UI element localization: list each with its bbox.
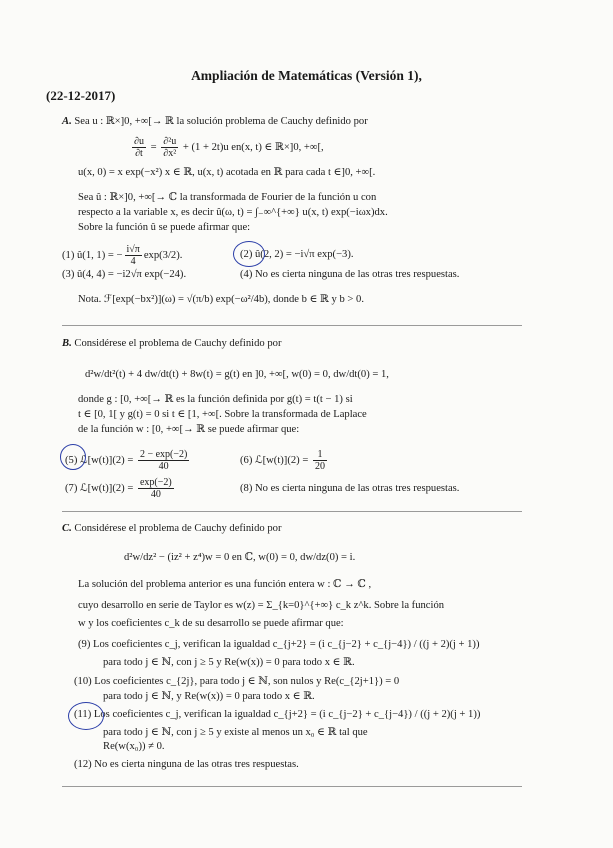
option-12: (12) No es cierta ninguna de las otras tres respuestas. <box>74 759 299 770</box>
pde-rhs <box>161 136 178 159</box>
exam-title: Ampliación de Matemáticas (Versión 1), <box>191 68 422 83</box>
section-b-l3: de la función w : [0, +∞[→ ℝ se puede afirmar que: <box>78 424 300 435</box>
option-1-frac-den: 4 <box>130 256 136 267</box>
section-a-pde <box>130 136 324 159</box>
option-1-frac-num: i√π <box>126 244 140 255</box>
option-1-text: (1) û(1, 1) = − <box>62 249 123 261</box>
option-9-a: (9) Los coeficientes c_j, verifican la igualdad c_{j+2} = (i c_{j−2} + c_{j−4}) / ((j + 2)(j + 1)) <box>78 639 480 650</box>
pde-lhs-num: ∂u <box>134 136 144 147</box>
option-1 <box>62 244 182 267</box>
section-c-l1: La solución del problema anterior es una función entera w : ℂ → ℂ , <box>78 579 372 590</box>
section-a-para-l1: Sea û : ℝ×]0, +∞[→ ℂ la transformada de Fourier de la función u con <box>78 192 377 203</box>
pde-rhs-num: ∂²u <box>163 136 177 147</box>
option-6-frac <box>313 449 327 472</box>
section-c-l3: w y los coeficientes c_k de su desarrollo se puede afirmar que: <box>78 618 344 629</box>
answer-circle-11 <box>68 702 104 730</box>
section-a-intro-text: Sea u : ℝ×]0, +∞[→ ℝ la solución problema de Cauchy definido por <box>74 116 368 127</box>
option-10-b: para todo j ∈ ℕ, y Re(w(x)) = 0 para todo x ∈ ℝ. <box>103 691 315 702</box>
section-a-para-l3: Sobre la función û se puede afirmar que: <box>78 222 251 233</box>
option-3: (3) û(4, 4) = −i2√π exp(−24). <box>62 269 187 280</box>
divider-1 <box>62 325 522 326</box>
pde-lhs <box>132 136 146 159</box>
pde-tail: + (1 + 2t)u en(x, t) ∈ ℝ×]0, +∞[, <box>182 141 324 153</box>
section-b-label: B. <box>62 338 72 349</box>
option-5-pre: (5) ℒ[w(t)](2) = <box>65 454 134 466</box>
option-1-frac <box>125 244 142 267</box>
answer-circle-2 <box>233 241 265 267</box>
section-c-intro-text: Considérese el problema de Cauchy definido por <box>74 523 282 534</box>
exam-date: (22-12-2017) <box>46 88 116 103</box>
option-6-pre: (6) ℒ[w(t)](2) = <box>240 454 309 466</box>
option-1-tail: exp(3/2). <box>143 249 183 261</box>
pde-rhs-den: ∂x² <box>163 148 177 159</box>
option-8: (8) No es cierta ninguna de las otras tres respuestas. <box>240 483 460 494</box>
section-c-intro <box>62 522 281 535</box>
divider-2 <box>62 511 522 512</box>
option-5-frac <box>138 449 189 472</box>
section-b-intro <box>62 337 281 350</box>
option-4: (4) No es cierta ninguna de las otras tres respuestas. <box>240 269 460 280</box>
option-9-b: para todo j ∈ ℕ, con j ≥ 5 y Re(w(x)) = 0 para todo x ∈ ℝ. <box>103 657 355 668</box>
option-10-a: (10) Los coeficientes c_{2j}, para todo j ∈ ℕ, son nulos y Re(c_{2j+1}) = 0 <box>74 676 400 687</box>
section-a-intro <box>62 115 368 128</box>
option-7-frac <box>138 477 174 500</box>
section-c-ode: d²w/dz² − (iz² + z⁴)w = 0 en ℂ, w(0) = 0, dw/dz(0) = i. <box>124 552 356 563</box>
option-11-a: (11) Los coeficientes c_j, verifican la igualdad c_{j+2} = (i c_{j−2} + c_{j−4}) / ((j + 2)(j + 1)) <box>74 709 481 720</box>
section-c-l2: cuyo desarrollo en serie de Taylor es w(z) = Σ_{k=0}^{+∞} c_k z^k. Sobre la función <box>78 600 445 611</box>
section-a-label: A. <box>62 116 72 127</box>
section-b-intro-text: Considérese el problema de Cauchy definido por <box>74 338 282 349</box>
option-6-den: 20 <box>314 461 325 472</box>
option-5-num: 2 − exp(−2) <box>139 449 188 460</box>
option-7-pre: (7) ℒ[w(t)](2) = <box>65 482 134 494</box>
option-6-num: 1 <box>313 449 327 461</box>
pde-eq: = <box>150 141 157 153</box>
section-a-initial: u(x, 0) = x exp(−x²) x ∈ ℝ, u(x, t) acotada en ℝ para cada t ∈]0, +∞[. <box>78 167 376 178</box>
option-7-num: exp(−2) <box>139 477 172 488</box>
section-a-nota: Nota. ℱ[exp(−bx²)](ω) = √(π/b) exp(−ω²/4b), donde b ∈ ℝ y b > 0. <box>78 294 364 305</box>
section-b-ode: d²w/dt²(t) + 4 dw/dt(t) + 8w(t) = g(t) en ]0, +∞[, w(0) = 0, dw/dt(0) = 1, <box>85 369 389 380</box>
pde-lhs-den: ∂t <box>135 148 143 159</box>
option-7-den: 40 <box>150 489 161 500</box>
section-b-l1: donde g : [0, +∞[→ ℝ es la función definida por g(t) = t(t − 1) si <box>78 394 353 405</box>
section-a-para-l2: respecto a la variable x, es decir û(ω, t) = ∫₋∞^{+∞} u(x, t) exp(−iωx)dx. <box>78 207 388 218</box>
option-5-den: 40 <box>158 461 169 472</box>
option-7 <box>65 477 176 500</box>
option-11-b: para todo j ∈ ℕ, con j ≥ 5 y existe al menos un x₀ ∈ ℝ tal que <box>103 727 368 738</box>
answer-circle-5 <box>60 444 86 470</box>
option-6 <box>240 449 329 472</box>
section-b-l2: t ∈ [0, 1[ y g(t) = 0 si t ∈ [1, +∞[. Sobre la transformada de Laplace <box>78 409 367 420</box>
option-11-c: Re(w(x₀)) ≠ 0. <box>103 741 165 752</box>
divider-3 <box>62 786 522 787</box>
section-c-label: C. <box>62 523 72 534</box>
option-2: (2) û(2, 2) = −i√π exp(−3). <box>240 249 354 260</box>
